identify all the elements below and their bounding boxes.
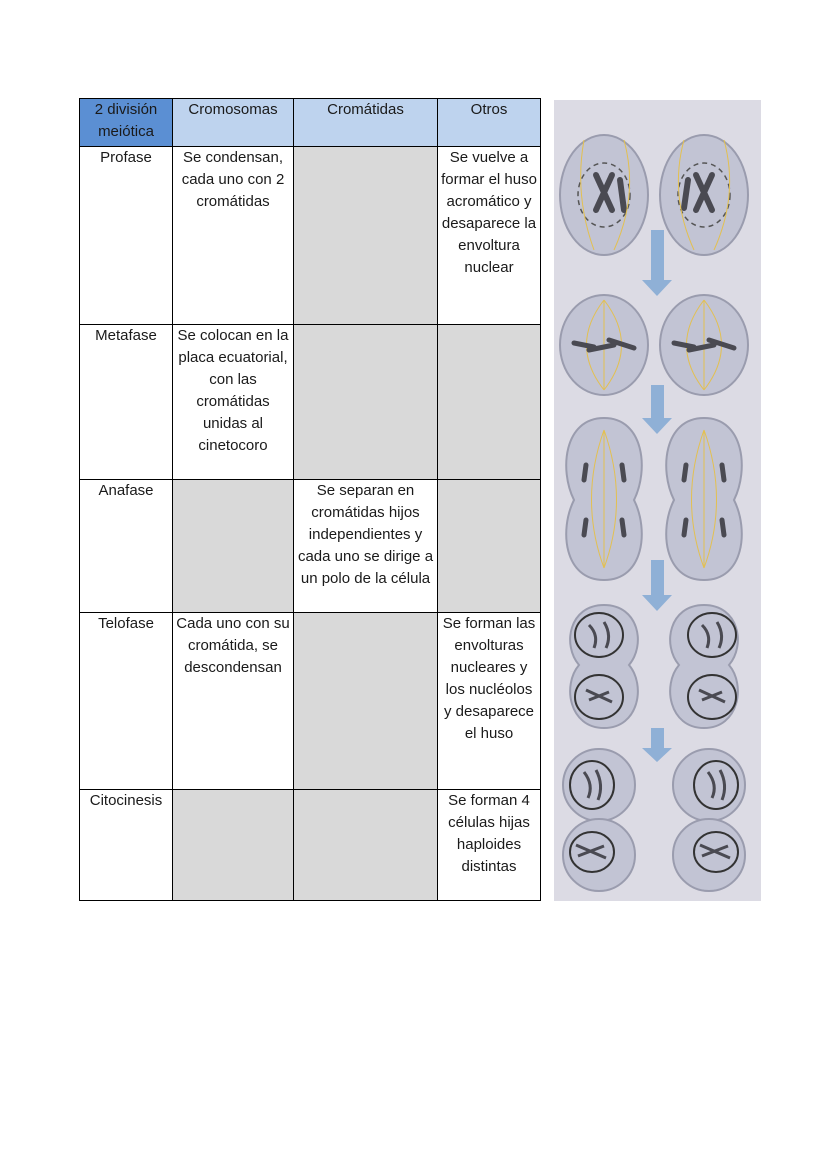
otros-cell: Se forman las envolturas nucleares y los nucléolos y desaparece el huso bbox=[438, 613, 541, 790]
otros-cell bbox=[438, 480, 541, 613]
table-row bbox=[80, 480, 541, 613]
phase-cell: Citocinesis bbox=[80, 790, 173, 901]
cromosomas-cell bbox=[173, 790, 294, 901]
phase-cell: Profase bbox=[80, 147, 173, 325]
phase-cell: Anafase bbox=[80, 480, 173, 613]
metaphase-cells bbox=[560, 295, 748, 395]
cromosomas-cell: Se colocan en la placa ecuatorial, con las cromátidas unidas al cinetocoro bbox=[173, 325, 294, 480]
cromosomas-cell bbox=[173, 480, 294, 613]
header-cromatidas: Cromátidas bbox=[294, 99, 438, 147]
arrow-2 bbox=[642, 385, 672, 434]
cromatidas-cell bbox=[294, 613, 438, 790]
header-cromosomas: Cromosomas bbox=[173, 99, 294, 147]
cytokinesis-cells bbox=[563, 749, 745, 891]
cromatidas-cell: Se separan en cromátidas hijos independientes y cada uno se dirige a un polo de la célula bbox=[294, 480, 438, 613]
cromatidas-cell bbox=[294, 325, 438, 480]
otros-cell: Se forman 4 células hijas haploides distintas bbox=[438, 790, 541, 901]
arrow-3 bbox=[642, 560, 672, 611]
phase-cell: Telofase bbox=[80, 613, 173, 790]
otros-cell bbox=[438, 325, 541, 480]
table-row bbox=[80, 790, 541, 901]
table-row bbox=[80, 613, 541, 790]
table-row bbox=[80, 325, 541, 480]
header-row bbox=[80, 99, 541, 147]
cromatidas-cell bbox=[294, 147, 438, 325]
telophase-cells bbox=[570, 605, 738, 728]
cromatidas-cell bbox=[294, 790, 438, 901]
phase-cell: Metafase bbox=[80, 325, 173, 480]
cromosomas-cell: Se condensan, cada uno con 2 cromátidas bbox=[173, 147, 294, 325]
meiosis-table bbox=[79, 98, 541, 901]
arrow-4 bbox=[642, 728, 672, 762]
otros-cell: Se vuelve a formar el huso acromático y desaparece la envoltura nuclear bbox=[438, 147, 541, 325]
table-row bbox=[80, 147, 541, 325]
arrow-1 bbox=[642, 230, 672, 296]
meiosis-illustration bbox=[554, 100, 761, 901]
anaphase-cells bbox=[566, 418, 742, 580]
header-phase: 2 división meiótica bbox=[80, 99, 173, 147]
cromosomas-cell: Cada uno con su cromátida, se descondensan bbox=[173, 613, 294, 790]
header-otros: Otros bbox=[438, 99, 541, 147]
